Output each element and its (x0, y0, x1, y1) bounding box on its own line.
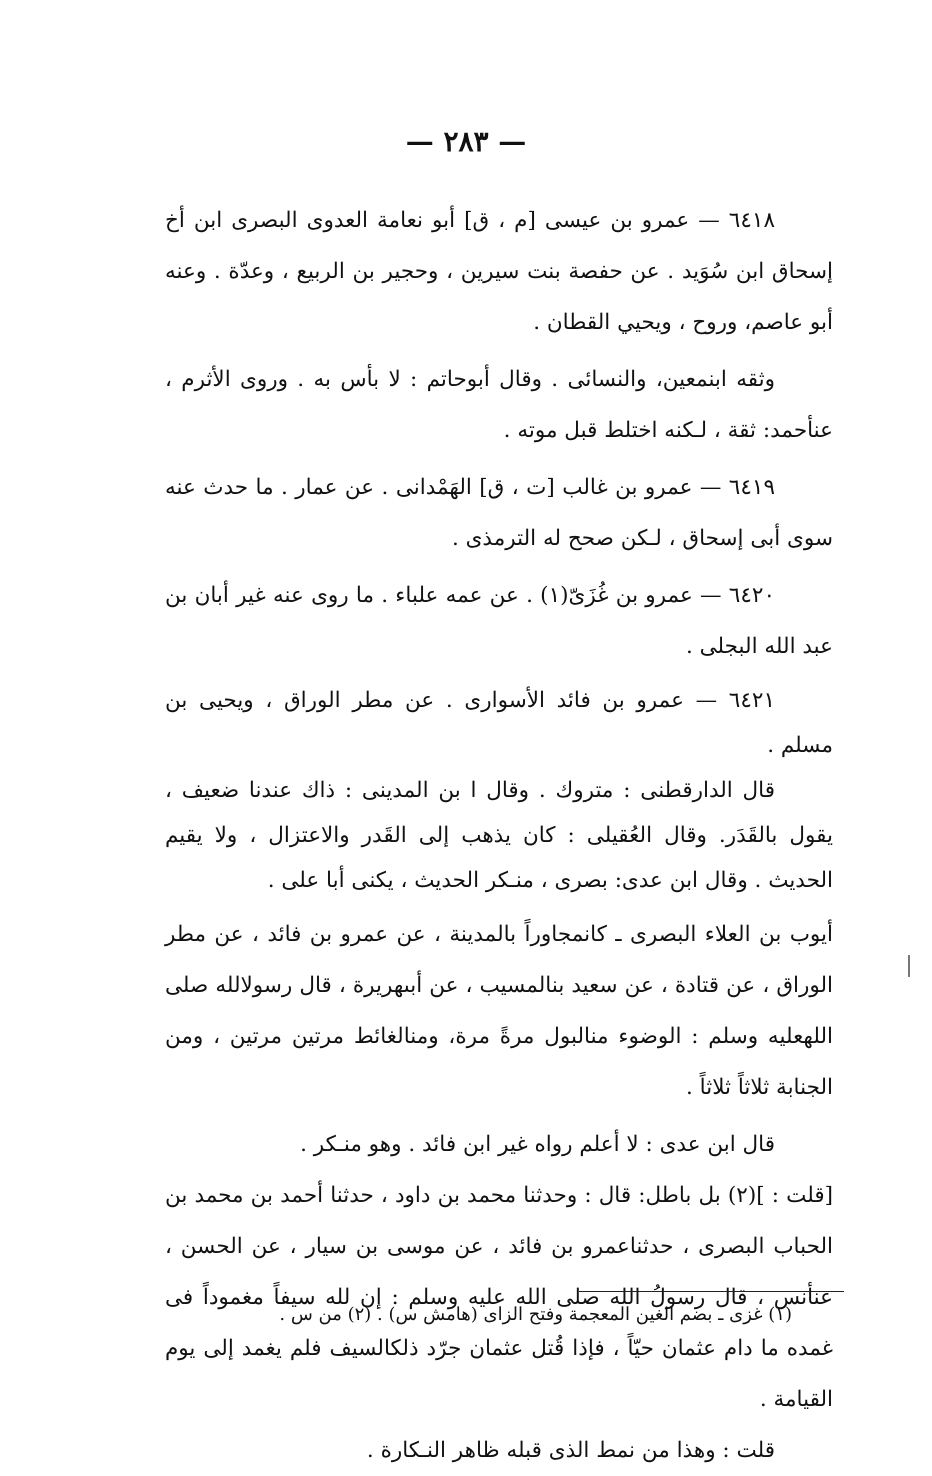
author-comment: قلت : وهذا من نمط الذى قبله ظاهر النـكارة . (366, 1438, 775, 1463)
entry-6418-grading: وثقه ابنمعين، والنسائى . وقال أبوحاتم : لا بأس به . وروى الأثرم ، عنأحمد: ثقة ، لـكنه اختلط قبل موته . (165, 367, 833, 443)
footnote-divider (579, 1291, 844, 1292)
entry-6421: ٦٤٢١ — عمرو بن فائد الأسوارى . عن مطر الوراق ، ويحيى بن مسلم . (165, 688, 833, 758)
margin-mark (908, 955, 910, 977)
ibn-adi-comment: قال ابن عدى : لا أعلم رواه غير ابن فائد . وهو منـكر . (300, 1132, 775, 1157)
hadith-narration-2: [قلت : ](٢) بل باطل: قال : وحدثنا محمد بن داود ، حدثنا أحمد بن محمد بن الحباب البصرى ، حدثناعمرو بن فائد ، عن موسى بن سيار ، عن الحسن ، عنأنس ، قال رسولُ الله صلى الله عليه وسلم : إن لله سيفاً مغموداً فى غمده ما دام عثمان حيّاً ، فإذا قُتل عثمان جرّد ذلكالسيف فلم يغمد إلى يوم القيامة . (165, 1183, 833, 1412)
page-number: — ٢٨٣ — (405, 125, 527, 158)
footnotes: (١) غزى ـ بضم الغين المعجمة وفتح الزاى (هامش س) . (٢) من س . (279, 1304, 792, 1325)
entry-6420: ٦٤٢٠ — عمرو بن غُزَىّ(١) . عن عمه علباء . ما روى عنه غير أبان بن عبد الله البجلى . (165, 583, 833, 659)
entry-6418: ٦٤١٨ — عمرو بن عيسى [م ، ق] أبو نعامة العدوى البصرى ابن أخ إسحاق ابن سُوَيد . عن حفصة بنت سيرين ، وحجير بن الربيع ، وعدّة . وعنه أبو عاصم، وروح ، ويحيي القطان . (165, 208, 833, 335)
hadith-narration-1: أيوب بن العلاء البصرى ـ كانمجاوراً بالمدينة ، عن عمرو بن فائد ، عن مطر الوراق ، عن قتادة ، عن سعيد بنالمسيب ، عن أبىهريرة ، قال رسولالله صلى اللهعليه وسلم : الوضوء منالبول مرةً مرة، ومنالغائط مرتين مرتين ، ومن الجنابة ثلاثاً ثلاثاً . (165, 922, 833, 1100)
entry-6421-grading: قال الدارقطنى : متروك . وقال ا بن المدينى : ذاك عندنا ضعيف ، يقول بالقَدَر. وقال العُقيلى : كان يذهب إلى القَدر والاعتزال ، ولا يقيم الحديث . وقال ابن عدى: بصرى ، منـكر الحديث ، يكنى أبا على . (165, 778, 833, 893)
main-text (165, 195, 833, 1476)
entry-6419: ٦٤١٩ — عمرو بن غالب [ت ، ق] الهَمْدانى . عن عمار . ما حدث عنه سوى أبى إسحاق ، لـكن صحح له الترمذى . (165, 475, 833, 551)
